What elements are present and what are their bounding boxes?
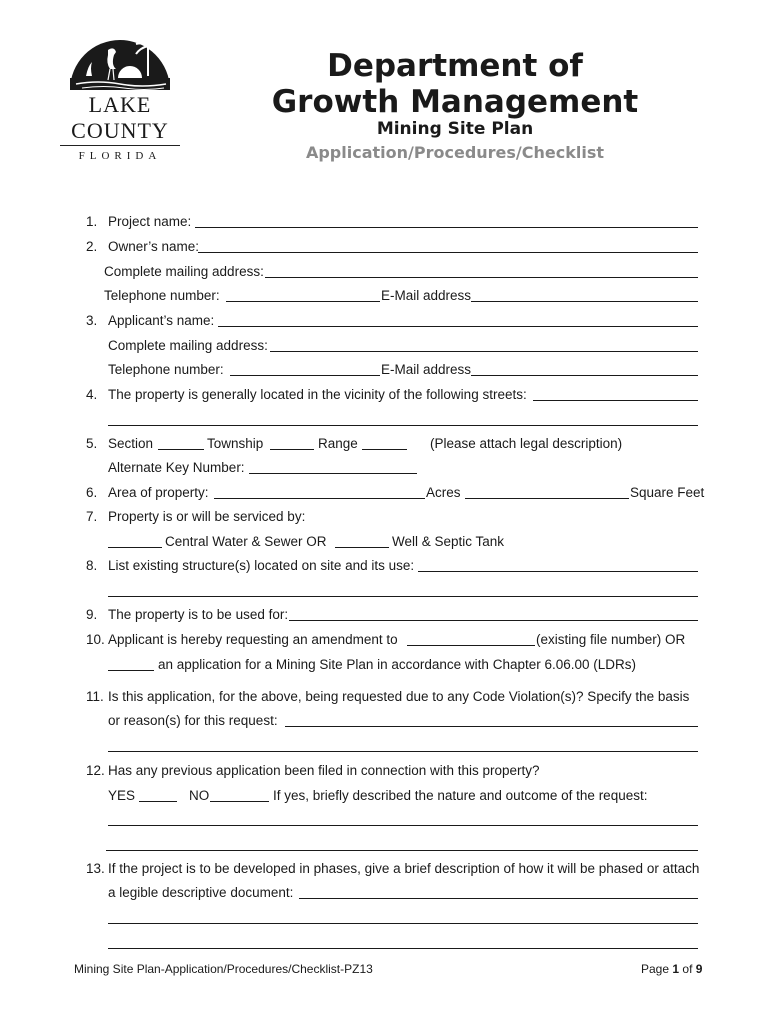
- heron-sunset-emblem-icon: [68, 32, 172, 92]
- q10-number: 10.: [86, 632, 105, 647]
- logo-text-lake: LAKE: [88, 92, 152, 117]
- q13-number: 13.: [86, 861, 105, 876]
- acres-field[interactable]: [214, 484, 425, 499]
- service-options-row: [0, 533, 770, 551]
- yes-label: YES: [108, 788, 136, 803]
- code-violation-reason-field-line-2[interactable]: [108, 737, 698, 752]
- q11-number: 11.: [86, 689, 104, 704]
- applicant-contact-row: [0, 361, 770, 379]
- applicant-mailing-row: [0, 337, 770, 355]
- square-feet-label: Square Feet: [630, 485, 705, 500]
- phasing-description-field[interactable]: [299, 884, 698, 899]
- streets-field-line-2[interactable]: [108, 411, 698, 426]
- range-field[interactable]: [362, 435, 407, 450]
- page-subsubtitle: Application/Procedures/Checklist: [305, 143, 605, 162]
- page-subtitle: Mining Site Plan: [376, 119, 534, 139]
- q2-number: 2.: [86, 239, 98, 254]
- applicant-phone-label: Telephone number:: [108, 362, 224, 377]
- q1-number: 1.: [86, 214, 98, 229]
- existing-structures-continuation: [0, 582, 770, 600]
- q8-number: 8.: [86, 558, 98, 573]
- owner-email-field[interactable]: [471, 287, 698, 302]
- well-septic-field[interactable]: [335, 533, 389, 548]
- new-application-label: an application for a Mining Site Plan in accordance with Chapter 6.06.00 (LDRs): [158, 657, 637, 672]
- section-field[interactable]: [158, 435, 204, 450]
- previous-application-field-line-2[interactable]: [106, 836, 698, 851]
- question-11-line-2: [0, 712, 770, 730]
- code-violation-reason-field[interactable]: [285, 712, 698, 727]
- logo-divider: [60, 145, 180, 146]
- q7-label: Property is or will be serviced by:: [108, 509, 306, 524]
- existing-structures-field[interactable]: [418, 557, 698, 572]
- question-3: [0, 312, 770, 330]
- question-2: [0, 238, 770, 256]
- question-5: [0, 435, 770, 453]
- no-label: NO: [189, 788, 210, 803]
- footer-document-id: Mining Site Plan-Application/Procedures/Checklist-PZ13: [74, 962, 373, 976]
- question-1: [0, 213, 770, 231]
- q6-label: Area of property:: [108, 485, 209, 500]
- township-field[interactable]: [270, 435, 314, 450]
- streets-continuation: [0, 411, 770, 429]
- central-water-field[interactable]: [108, 533, 162, 548]
- q1-label: Project name:: [108, 214, 192, 229]
- phasing-description-field-line-3[interactable]: [108, 934, 698, 949]
- q12-label: Has any previous application been filed in connection with this property?: [108, 763, 540, 778]
- applicant-name-field[interactable]: [218, 312, 698, 327]
- question-4: [0, 386, 770, 404]
- question-11: [0, 688, 770, 706]
- owner-phone-label: Telephone number:: [104, 288, 220, 303]
- owner-phone-field[interactable]: [226, 287, 380, 302]
- page-total: 9: [695, 962, 703, 976]
- q10-label: Applicant is hereby requesting an amendment to: [108, 632, 398, 647]
- q6-number: 6.: [86, 485, 98, 500]
- previous-application-field-line-1[interactable]: [108, 811, 698, 826]
- q2-label: Owner’s name:: [108, 239, 200, 254]
- of-word: of: [682, 962, 693, 976]
- property-use-field[interactable]: [289, 606, 698, 621]
- alternate-key-label: Alternate Key Number:: [108, 460, 245, 475]
- q7-number: 7.: [86, 509, 98, 524]
- existing-file-label: (existing file number) OR: [536, 632, 686, 647]
- if-yes-label: If yes, briefly described the nature and outcome of the request:: [273, 788, 648, 803]
- range-label: Range: [318, 436, 358, 451]
- q9-number: 9.: [86, 607, 98, 622]
- township-label: Township: [207, 436, 264, 451]
- q12-number: 12.: [86, 763, 105, 778]
- existing-file-number-field[interactable]: [407, 631, 535, 646]
- owner-email-label: E-Mail address: [381, 288, 472, 303]
- streets-field[interactable]: [533, 386, 698, 401]
- lake-county-logo: [56, 32, 184, 172]
- applicant-email-field[interactable]: [471, 361, 698, 376]
- page-title: [250, 48, 660, 120]
- page-word: Page: [641, 962, 670, 976]
- square-feet-field[interactable]: [465, 484, 629, 499]
- question-13-continuation-2: [0, 934, 770, 952]
- title-line-1: Department of: [327, 48, 583, 84]
- owner-mailing-row: [0, 263, 770, 281]
- q11-label-line-2: or reason(s) for this request:: [108, 713, 278, 728]
- applicant-mailing-field[interactable]: [270, 337, 698, 352]
- question-12: [0, 762, 770, 780]
- q13-label: If the project is to be developed in phases, give a brief description of how it will be phased or attach: [108, 861, 700, 876]
- page-current: 1: [672, 962, 680, 976]
- alternate-key-row: [0, 459, 770, 477]
- q8-label: List existing structure(s) located on site and its use:: [108, 558, 415, 573]
- owner-mailing-label: Complete mailing address:: [104, 264, 264, 279]
- logo-text-county: COUNTY: [71, 118, 169, 143]
- question-8: [0, 557, 770, 575]
- question-13: [0, 860, 770, 878]
- question-6: [0, 484, 770, 502]
- q13-label-line-2: a legible descriptive document:: [108, 885, 294, 900]
- question-12-line-2: [0, 787, 770, 805]
- applicant-mailing-label: Complete mailing address:: [108, 338, 268, 353]
- section-label: Section: [108, 436, 154, 451]
- title-line-2: Growth Management: [271, 84, 639, 120]
- alternate-key-field[interactable]: [249, 459, 417, 474]
- q5-number: 5.: [86, 436, 98, 451]
- logo-text-florida: FLORIDA: [78, 150, 162, 162]
- question-10-line-2: [0, 656, 770, 674]
- footer-page-number: [641, 962, 702, 976]
- project-name-field[interactable]: [195, 213, 698, 228]
- owner-contact-row: [0, 287, 770, 305]
- yes-field[interactable]: [139, 787, 177, 802]
- question-12-continuation-1: [0, 811, 770, 829]
- question-7: [0, 508, 770, 526]
- no-field[interactable]: [210, 787, 269, 802]
- phasing-description-field-line-2[interactable]: [108, 909, 698, 924]
- central-water-label: Central Water & Sewer OR: [165, 534, 327, 549]
- q9-label: The property is to be used for:: [108, 607, 289, 622]
- q3-number: 3.: [86, 313, 98, 328]
- question-10: [0, 631, 770, 649]
- question-11-continuation: [0, 737, 770, 755]
- acres-label: Acres: [426, 485, 461, 500]
- q4-number: 4.: [86, 387, 98, 402]
- well-septic-label: Well & Septic Tank: [392, 534, 505, 549]
- question-13-continuation-1: [0, 909, 770, 927]
- question-9: [0, 606, 770, 624]
- new-application-field[interactable]: [108, 656, 154, 671]
- applicant-email-label: E-Mail address: [381, 362, 472, 377]
- applicant-phone-field[interactable]: [230, 361, 380, 376]
- q4-label: The property is generally located in the vicinity of the following streets:: [108, 387, 527, 402]
- legal-description-note: (Please attach legal description): [430, 436, 623, 451]
- owner-name-field[interactable]: [198, 238, 698, 253]
- owner-mailing-field[interactable]: [265, 263, 698, 278]
- question-12-continuation-2: [0, 836, 770, 854]
- q3-label: Applicant’s name:: [108, 313, 215, 328]
- existing-structures-field-line-2[interactable]: [108, 582, 698, 597]
- q11-label: Is this application, for the above, being requested due to any Code Violation(s)? Specify the basis: [108, 689, 690, 704]
- question-13-line-2: [0, 884, 770, 902]
